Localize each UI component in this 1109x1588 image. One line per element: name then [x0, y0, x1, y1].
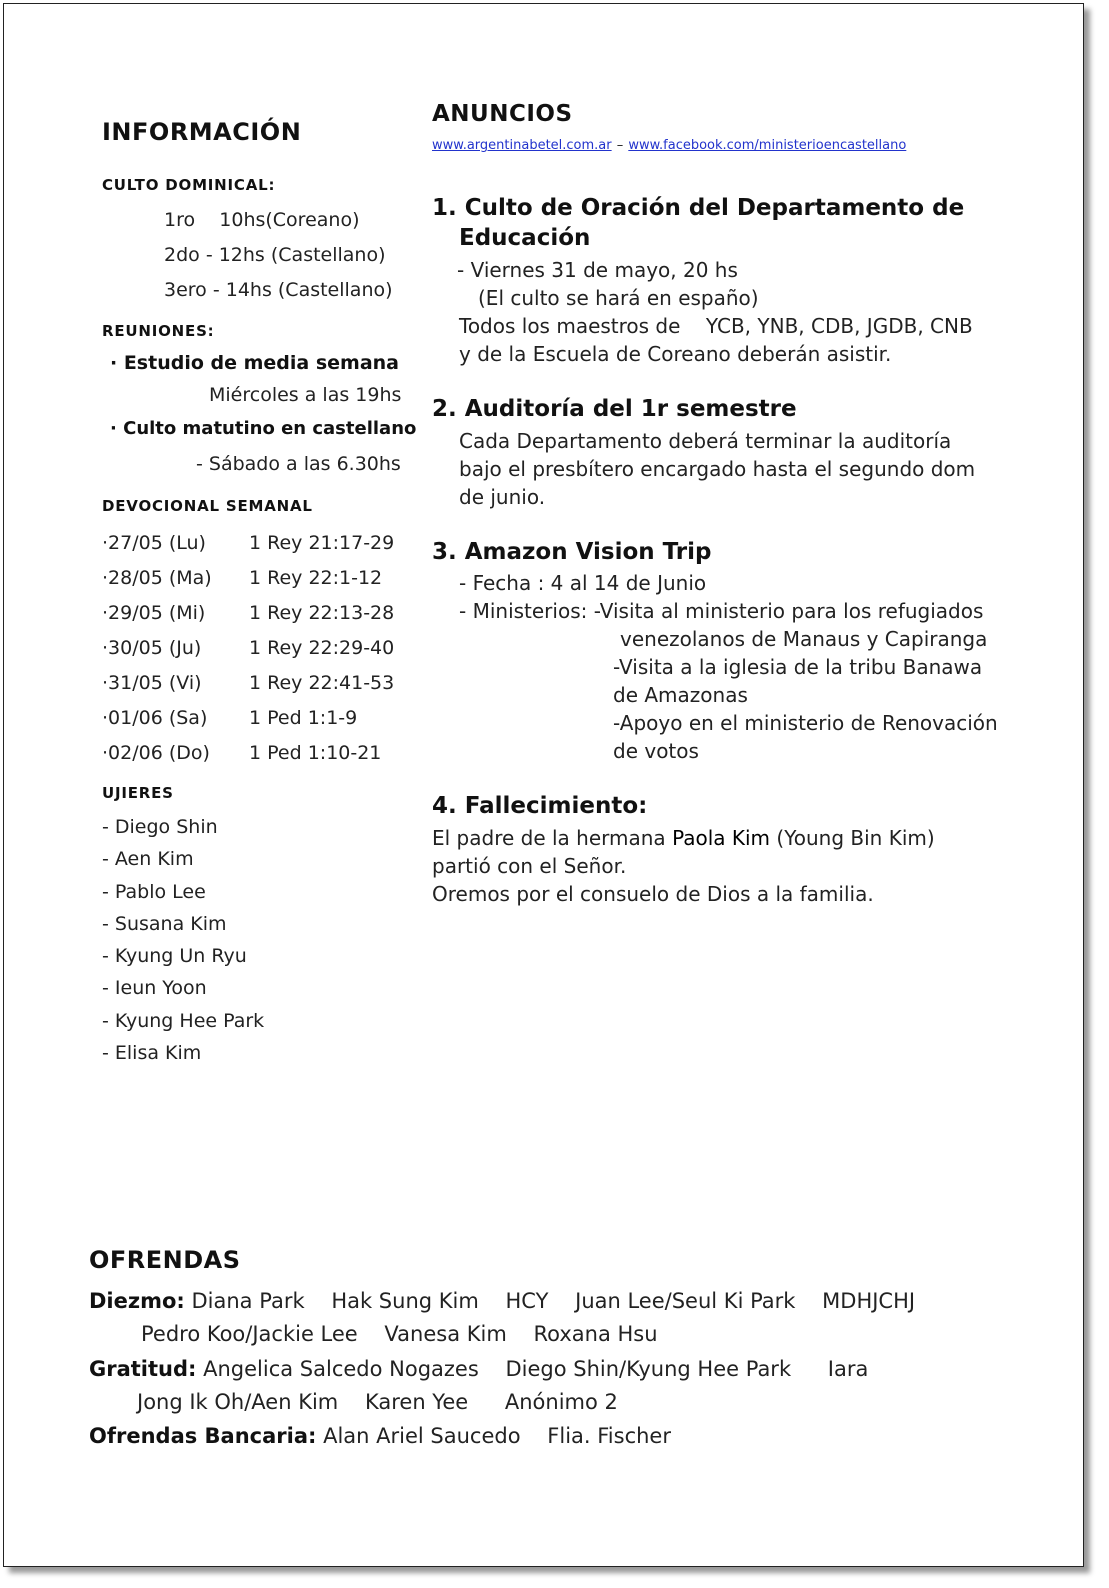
ujier-item: - Kyung Un Ryu: [102, 945, 247, 967]
anuncio-4-text: (Young Bin Kim): [770, 826, 935, 850]
ofrenda-name: Anónimo 2: [504, 1390, 618, 1414]
ofrenda-name: Hak Sung Kim: [331, 1289, 479, 1313]
ujier-item: - Aen Kim: [102, 848, 194, 870]
anuncio-3-line: venezolanos de Manaus y Capiranga: [620, 627, 988, 651]
ofrenda-name: Alan Ariel Saucedo: [323, 1424, 521, 1448]
devocional-date: ·31/05 (Vi): [102, 672, 202, 694]
info-title: INFORMACIÓN: [102, 118, 302, 146]
ofrenda-name: Angelica Salcedo Nogazes: [203, 1357, 479, 1381]
anuncio-4-text: El padre de la hermana: [432, 826, 673, 850]
diezmo-line-2: [141, 1322, 658, 1346]
devocional-ref: 1 Rey 22:41-53: [249, 672, 395, 694]
anuncio-4-line: Oremos por el consuelo de Dios a la familia.: [432, 882, 874, 906]
anuncio-3-line: de votos: [613, 739, 699, 763]
ujier-item: - Pablo Lee: [102, 881, 206, 903]
ujier-item: - Elisa Kim: [102, 1042, 202, 1064]
anuncio-4-line: partió con el Señor.: [432, 854, 627, 878]
ujier-item: - Kyung Hee Park: [102, 1010, 265, 1032]
bancaria-line: [89, 1424, 671, 1448]
anuncio-3-line: - Fecha : 4 al 14 de Junio: [459, 571, 707, 595]
devocional-date: ·29/05 (Mi): [102, 602, 206, 624]
reunion-title: · Culto matutino en castellano: [110, 418, 417, 439]
anuncio-2-line: de junio.: [459, 485, 546, 509]
devocional-date: ·30/05 (Ju): [102, 637, 202, 659]
devocional-ref: 1 Rey 22:1-12: [249, 567, 383, 589]
anuncio-1-title-cont: Educación: [459, 225, 591, 251]
culto-item: 1ro 10hs(Coreano): [164, 209, 360, 231]
ofrenda-name: Diego Shin/Kyung Hee Park: [505, 1357, 792, 1381]
ofrenda-name: Iara: [827, 1357, 869, 1381]
diezmo-line: [89, 1289, 915, 1313]
ofrendas-title: OFRENDAS: [89, 1246, 241, 1274]
facebook-link[interactable]: www.facebook.com/ministerioencastellano: [628, 138, 907, 153]
diezmo-label: Diezmo:: [89, 1289, 185, 1313]
ofrenda-name: Karen Yee: [364, 1390, 469, 1414]
anuncio-2-line: bajo el presbítero encargado hasta el segundo dom: [459, 457, 976, 481]
anuncio-4-line: [432, 826, 935, 850]
bancaria-label: Ofrendas Bancaria:: [89, 1424, 317, 1448]
devocional-date: ·28/05 (Ma): [102, 567, 212, 589]
ofrenda-name: Flia. Fischer: [547, 1424, 671, 1448]
reunion-time: Miércoles a las 19hs: [209, 384, 402, 406]
reuniones-heading: REUNIONES:: [102, 322, 215, 340]
anuncio-1-line: (El culto se hará en españo): [478, 286, 759, 310]
gratitud-line: [89, 1357, 868, 1381]
culto-heading: CULTO DOMINICAL:: [102, 176, 276, 194]
anuncio-4-person-name: Paola Kim: [672, 826, 771, 850]
ujier-item: - Susana Kim: [102, 913, 227, 935]
link-separator: –: [616, 138, 624, 153]
anuncio-3-line: -Visita a la iglesia de la tribu Banawa: [613, 655, 983, 679]
bulletin-page: [3, 3, 1084, 1567]
anuncio-1-line: - Viernes 31 de mayo, 20 hs: [457, 258, 738, 282]
ofrenda-name: Pedro Koo/Jackie Lee: [141, 1322, 358, 1346]
anuncio-1-title: 1. Culto de Oración del Departamento de: [432, 195, 965, 221]
anuncio-2-line: Cada Departamento deberá terminar la auditoría: [459, 429, 952, 453]
ofrenda-name: MDHJCHJ: [822, 1289, 916, 1313]
devocional-date: ·27/05 (Lu): [102, 532, 206, 554]
reunion-time: - Sábado a las 6.30hs: [196, 453, 401, 475]
reunion-title: · Estudio de media semana: [110, 352, 400, 374]
anuncio-2-title: 2. Auditoría del 1r semestre: [432, 396, 797, 422]
ofrenda-name: HCY: [505, 1289, 549, 1313]
ofrenda-name: Vanesa Kim: [384, 1322, 507, 1346]
ujier-item: - Diego Shin: [102, 816, 218, 838]
devocional-ref: 1 Rey 22:29-40: [249, 637, 395, 659]
gratitud-label: Gratitud:: [89, 1357, 197, 1381]
devocional-heading: DEVOCIONAL SEMANAL: [102, 497, 313, 515]
culto-item: 2do - 12hs (Castellano): [164, 244, 386, 266]
anuncio-4-title: 4. Fallecimiento:: [432, 793, 648, 819]
gratitud-line-2: [137, 1390, 618, 1414]
devocional-date: ·01/06 (Sa): [102, 707, 208, 729]
anuncio-1-line: Todos los maestros de YCB, YNB, CDB, JGDB, CNB: [459, 314, 973, 338]
devocional-ref: 1 Ped 1:10-21: [249, 742, 382, 764]
devocional-date: ·02/06 (Do): [102, 742, 210, 764]
anuncios-links: [432, 134, 906, 153]
devocional-ref: 1 Rey 21:17-29: [249, 532, 395, 554]
ofrenda-name: Juan Lee/Seul Ki Park: [575, 1289, 796, 1313]
ofrenda-name: Roxana Hsu: [533, 1322, 658, 1346]
devocional-ref: 1 Rey 22:13-28: [249, 602, 395, 624]
culto-item: 3ero - 14hs (Castellano): [164, 279, 393, 301]
ofrenda-name: Jong Ik Oh/Aen Kim: [137, 1390, 339, 1414]
anuncio-1-line: y de la Escuela de Coreano deberán asistir.: [459, 342, 892, 366]
ofrenda-name: Diana Park: [191, 1289, 305, 1313]
ujieres-heading: UJIERES: [102, 784, 174, 802]
devocional-ref: 1 Ped 1:1-9: [249, 707, 358, 729]
anuncio-3-line: - Ministerios: -Visita al ministerio para los refugiados: [459, 599, 984, 623]
anuncio-3-line: de Amazonas: [613, 683, 748, 707]
anuncio-3-line: -Apoyo en el ministerio de Renovación: [613, 711, 998, 735]
anuncios-title: ANUNCIOS: [432, 101, 573, 127]
anuncio-3-title: 3. Amazon Vision Trip: [432, 539, 712, 565]
website-link[interactable]: www.argentinabetel.com.ar: [432, 138, 612, 153]
ujier-item: - Ieun Yoon: [102, 977, 207, 999]
